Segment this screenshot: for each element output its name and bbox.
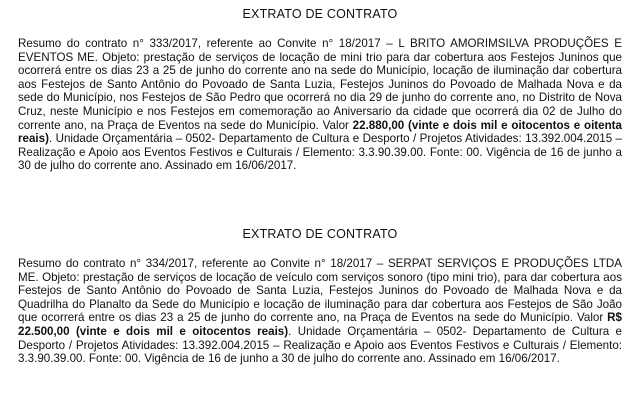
- contract-text-part: . Unidade Orçamentária – 0502- Departamento de Cultura e Desporto / Projetos Atividades: 13.392.004.2015 – Realização e Apoio aos Eventos Festivos e Culturais / Elemento: 3.3.90.39.00. Fonte: 00. Vigência de 16 de junho a 30 de julho do corrente ano. Assinado em 16/06/2017.: [18, 132, 622, 173]
- contract-text-part: Resumo do contrato n° 333/2017, referente ao Convite n° 18/2017 – L BRITO AMORIMSILVA PRODUÇÕES E EVENTOS ME. Objeto: prestação de serviços de locação de mini trio para dar cobertura aos Festejos Juninos que ocorrerá entre os dias 23 a 25 de junho do corrente ano na sede do Município, locação de iluminação dar cobertura aos Festejos de Santo Antônio do Povoado de Santa Luzia, Festejos Juninos do Povoado de Malhada Nova e da sede do Município, nos Festejos de São Pedro que ocorrerá no dia 29 de junho do corrente ano, no Distrito de Nova Cruz, neste Município e nos Festejos em comemoração ao Aniversario da cidade que ocorrerá dia 02 de Julho do corrente ano, na Praça de Eventos na sede do Município. Valor: [18, 37, 622, 132]
- contract-value: 22.880,00 (vinte e dois mil e oitocentos e oitenta reais): [18, 118, 622, 146]
- section-heading: EXTRATO DE CONTRATO: [242, 7, 398, 21]
- contract-summary: [18, 257, 622, 366]
- contract-text-part: . Unidade Orçamentária – 0502- Departamento de Cultura e Desporto / Projetos Atividades: 13.392.004.2015 – Realização e Apoio aos Eventos Festivos e Culturais / Elemento: 3.3.90.39.00. Fonte: 00. Vigência de 16 de junho a 30 de julho do corrente ano. Assinado em 16/06/2017.: [18, 324, 623, 366]
- contract-extract-334: [18, 226, 622, 366]
- contract-extract-333: [18, 6, 622, 173]
- contract-value: R$ 22.500,00 (vinte e dois mil e oitocentos reais): [18, 311, 622, 338]
- section-heading: EXTRATO DE CONTRATO: [242, 227, 398, 241]
- contract-summary: [18, 37, 622, 173]
- contract-text-part: Resumo do contrato n° 334/2017, referente ao Convite n° 18/2017 – SERPAT SERVIÇOS E PRODUÇÕES LTDA ME. Objeto: prestação de serviços de locação de veículo com serviços sonoro (tipo mini trio), para dar cobertura aos Festejos de Santo Antônio do Povoado de Santa Luzia, Festejos Juninos do Povoado de Malhada Nova e da Quadrilha do Planalto da Sede do Município e locação de iluminação para dar cobertura aos Festejos de São João que ocorrerá entre os dias 23 a 25 de junho do corrente ano, na Praça de Eventos na sede do Município. Valor: [18, 257, 622, 325]
